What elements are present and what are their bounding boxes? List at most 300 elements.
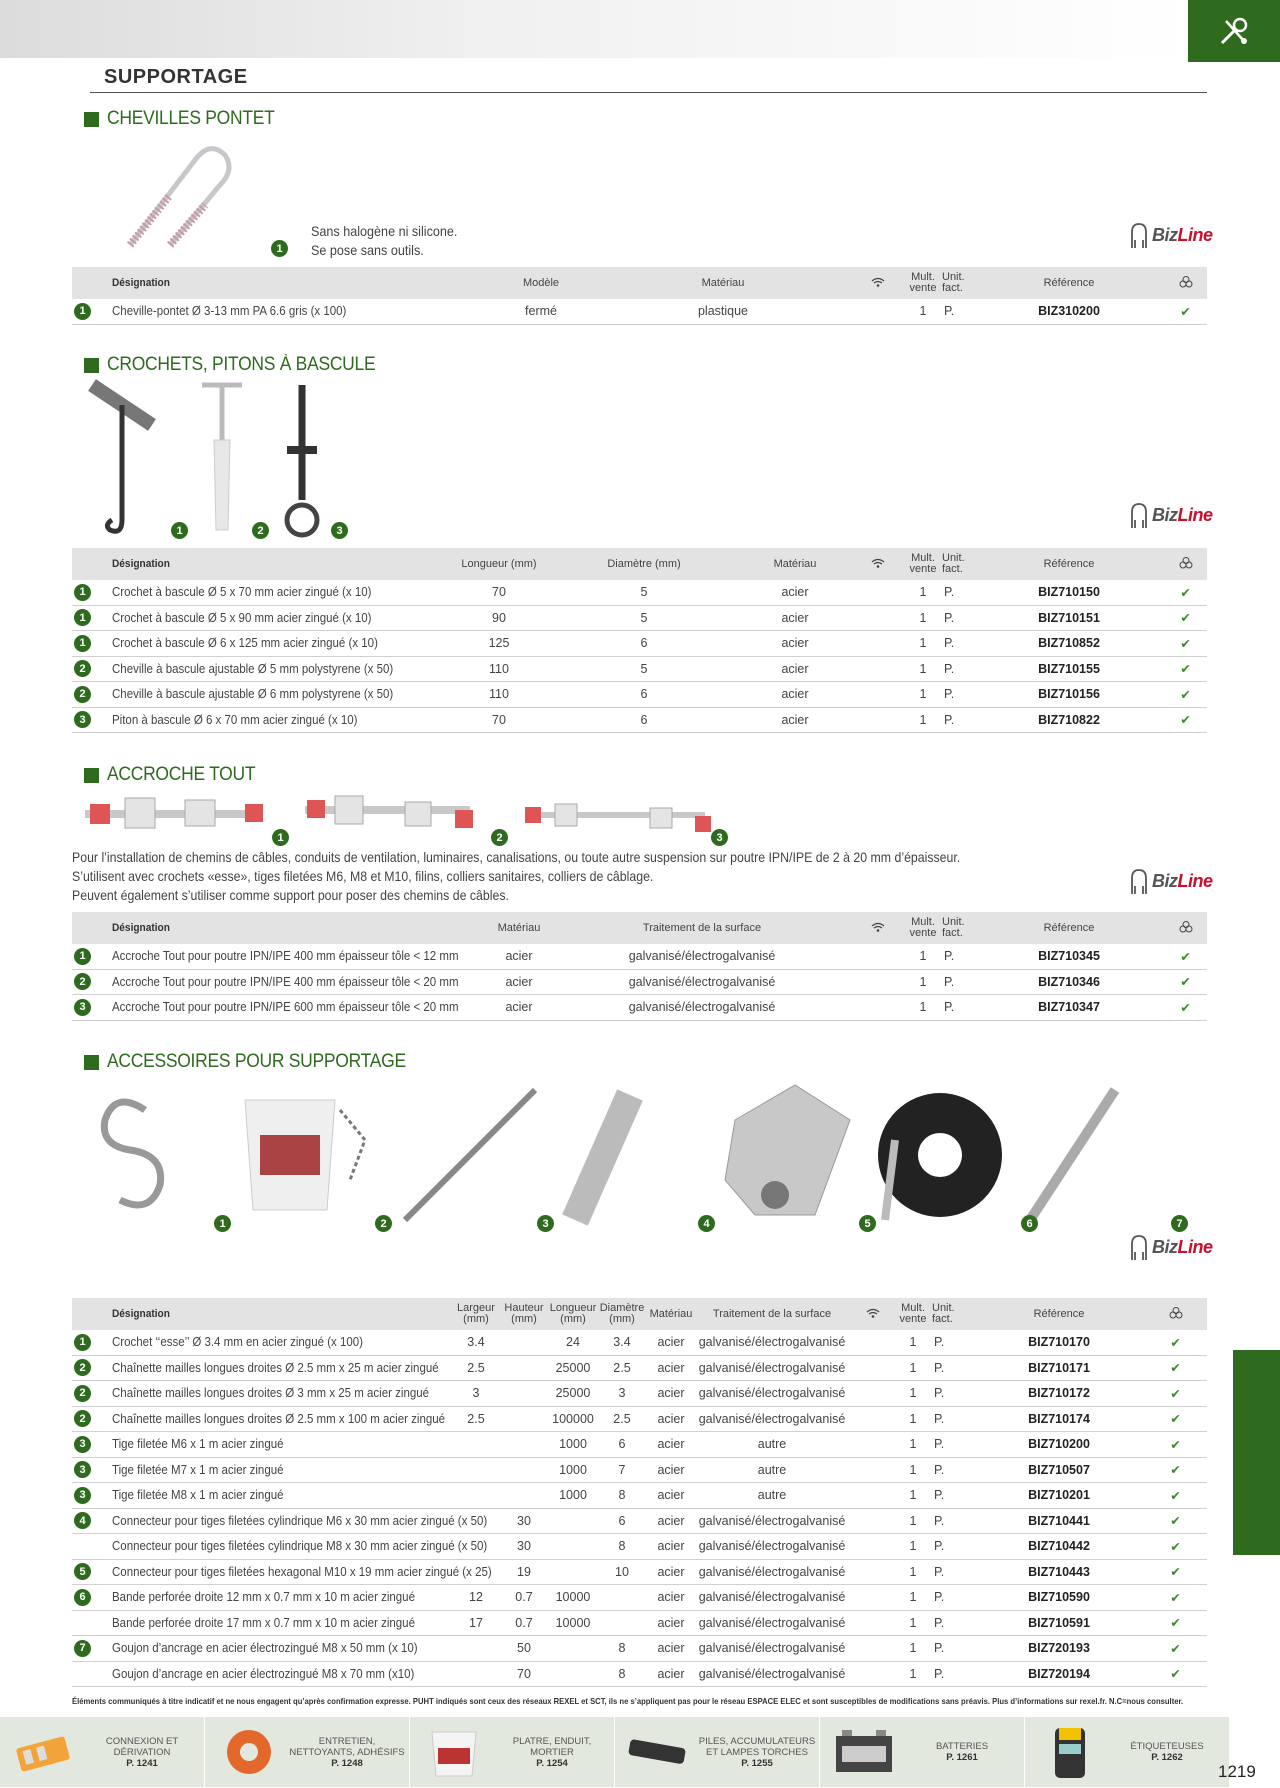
- table-accroche: [72, 912, 1207, 1021]
- table-cell: Goujon d’ancrage en acier électrozingué M8 x 50 mm (x 10): [112, 1641, 418, 1656]
- table-cell: 0.7: [515, 1615, 533, 1630]
- table-cell: ✔: [1170, 1514, 1181, 1529]
- legal-note: Éléments communiqués à titre indicatif et ne nous engagent qu’après confirmation expresse. PUHT indiqués sont ceux des réseaux REXEL et SCT, ils ne s’appliquent pas pour le réseau ESPACE ELEC et sont susceptibles de modifications sans préavis. Plus d’informations sur rexel.fr. N.C=nous consulter.: [72, 1696, 1184, 1706]
- table-cell: Chaînette mailles longues droites Ø 2.5 mm x 25 m acier zingué: [112, 1360, 439, 1375]
- table-cell: 2.5: [467, 1360, 485, 1375]
- table-cell: 1: [919, 687, 927, 702]
- table-cell: 1: [909, 1360, 917, 1375]
- table-cell: acier: [657, 1666, 685, 1681]
- table-row[interactable]: [72, 1381, 1207, 1407]
- column-header: Référence: [1043, 277, 1095, 289]
- table-cell: 5: [640, 661, 648, 676]
- column-header: Désignation: [112, 558, 170, 570]
- table-cell: 30: [517, 1513, 531, 1528]
- table-cell: ✔: [1180, 687, 1191, 702]
- table-cell: 125: [488, 636, 510, 651]
- table-cell: P.: [944, 687, 955, 702]
- table-cell: galvanisé/électrogalvanisé: [698, 1335, 846, 1350]
- image-label: 1: [271, 240, 288, 257]
- table-cell: [72, 1359, 112, 1376]
- table-cell: Crochet à bascule Ø 5 x 70 mm acier zingué (x 10): [112, 585, 372, 600]
- table-cell: [72, 1436, 112, 1453]
- table-cell: 1: [919, 949, 927, 964]
- table-cell: Accroche Tout pour poutre IPN/IPE 400 mm épaisseur tôle < 12 mm: [112, 949, 459, 964]
- table-cell: galvanisé/électrogalvanisé: [698, 1360, 846, 1375]
- column-header: Mult. vente: [909, 271, 937, 294]
- table-row[interactable]: [72, 1330, 1207, 1356]
- table-cell: BIZ710591: [1028, 1615, 1090, 1630]
- table-cell: ✔: [1170, 1335, 1181, 1350]
- table-row[interactable]: [72, 1636, 1207, 1662]
- table-cell: P.: [934, 1437, 945, 1452]
- table-row[interactable]: [72, 1432, 1207, 1458]
- table-cell: BIZ720193: [1028, 1641, 1090, 1656]
- table-cell: Crochet ‘‘esse’’ Ø 3.4 mm en acier zingué (x 100): [112, 1335, 363, 1350]
- bizline-logo: BizLine: [1128, 1232, 1213, 1262]
- table-cell: [72, 584, 112, 601]
- table-row[interactable]: [72, 1509, 1207, 1535]
- table-row[interactable]: [72, 970, 1207, 996]
- table-cell: 1: [909, 1411, 917, 1426]
- table-cell: 8: [618, 1641, 626, 1656]
- table-cell: acier: [505, 1000, 533, 1015]
- table-cell: 2.5: [467, 1411, 485, 1426]
- table-cell: Bande perforée droite 12 mm x 0.7 mm x 10 m acier zingué: [112, 1590, 415, 1605]
- bizline-logo: BizLine: [1128, 866, 1213, 896]
- table-cell: Bande perforée droite 17 mm x 0.7 mm x 10 m acier zingué: [112, 1615, 415, 1630]
- table-cell: BIZ710201: [1028, 1488, 1090, 1503]
- table-cell: galvanisé/électrogalvanisé: [698, 1590, 846, 1605]
- table-cell: 1: [909, 1513, 917, 1528]
- table-cell: P.: [944, 610, 955, 625]
- table-row[interactable]: [72, 944, 1207, 970]
- table-cell: BIZ710442: [1028, 1539, 1090, 1554]
- table-cell: autre: [757, 1488, 787, 1503]
- table-cell: BIZ710345: [1038, 949, 1100, 964]
- table-cell: ✔: [1170, 1641, 1181, 1656]
- stock-icon: [1164, 276, 1207, 291]
- table-row[interactable]: [72, 1662, 1207, 1688]
- table-cell: Connecteur pour tiges filetées cylindrique M6 x 30 mm acier zingué (x 50): [112, 1513, 488, 1528]
- table-cell: 10: [615, 1564, 629, 1579]
- table-cell: Cheville à bascule ajustable Ø 5 mm polystyrene (x 50): [112, 661, 394, 676]
- battery-icon: [828, 1724, 900, 1780]
- table-cell: ✔: [1170, 1361, 1181, 1376]
- bizline-mascot-icon: [1128, 866, 1150, 896]
- table-cell: 2.5: [613, 1360, 631, 1375]
- column-header: Longueur (mm): [461, 558, 537, 570]
- table-cell: ✔: [1180, 713, 1191, 728]
- table-row[interactable]: [72, 708, 1207, 734]
- section-title-accessoires: ACCESSOIRES POUR SUPPORTAGE: [84, 1051, 432, 1073]
- table-cell: Piton à bascule Ø 6 x 70 mm acier zingué (x 10): [112, 712, 358, 727]
- table-cell: Goujon d’ancrage en acier électrozingué M8 x 70 mm (x10): [112, 1666, 415, 1681]
- column-header: Traitement de la surface: [642, 922, 762, 934]
- table-cell: 6: [618, 1437, 626, 1452]
- table-cell: [72, 635, 112, 652]
- table-cell: 1: [909, 1462, 917, 1477]
- table-cell: P.: [944, 304, 955, 319]
- column-header: Modèle: [522, 277, 560, 289]
- table-cell: BIZ710822: [1038, 712, 1100, 727]
- table-cell: P.: [934, 1590, 945, 1605]
- table-cell: P.: [934, 1335, 945, 1350]
- table-cell: P.: [934, 1539, 945, 1554]
- table-cell: ✔: [1170, 1667, 1181, 1682]
- top-gradient-band: [0, 0, 1190, 58]
- table-cell: [72, 1487, 112, 1504]
- table-cell: P.: [944, 712, 955, 727]
- image-label: 6: [1021, 1215, 1038, 1232]
- table-cell: ✔: [1180, 585, 1191, 600]
- table-cell: P.: [934, 1411, 945, 1426]
- image-label: 4: [698, 1215, 715, 1232]
- table-cell: acier: [657, 1615, 685, 1630]
- column-header: Désignation: [112, 1308, 170, 1320]
- table-cell: Cheville-pontet Ø 3-13 mm PA 6.6 gris (x 100): [112, 304, 347, 319]
- table-cell: 12: [469, 1590, 483, 1605]
- table-row[interactable]: [72, 1407, 1207, 1433]
- table-cell: acier: [657, 1335, 685, 1350]
- table-cell: 8: [618, 1488, 626, 1503]
- table-cell: Chaînette mailles longues droites Ø 3 mm x 25 m acier zingué: [112, 1386, 430, 1401]
- row-number: 1: [74, 1334, 91, 1351]
- bizline-mascot-icon: [1128, 1232, 1150, 1262]
- table-cell: Tige filetée M8 x 1 m acier zingué: [112, 1488, 284, 1503]
- table-cell: autre: [757, 1437, 787, 1452]
- column-header: Diamètre (mm): [607, 558, 681, 570]
- accroche-description: Pour l’installation de chemins de câbles, conduits de ventilation, luminaires, canalisations, ou toute autre suspension sur poutre IPN/IPE de 2 à 20 mm d’épaisseur. S’utilisent avec crochets «esse», tiges filetées M6, M8 et M10, filins, colliers sanitaires, colliers de câblage. Peuvent également s’utiliser comme support pour poser des chemins de câbles.: [72, 849, 961, 903]
- wifi-icon: [848, 1308, 898, 1321]
- table-cell: fermé: [525, 304, 557, 319]
- column-header: Matériau: [701, 277, 745, 289]
- table-cell: BIZ710170: [1028, 1335, 1090, 1350]
- footer-nav: [0, 1717, 1230, 1787]
- table-cell: Tige filetée M6 x 1 m acier zingué: [112, 1437, 284, 1452]
- column-header: Désignation: [112, 277, 170, 289]
- table-cell: P.: [934, 1615, 945, 1630]
- table-cell: galvanisé/électrogalvanisé: [698, 1513, 846, 1528]
- table-cell: P.: [934, 1513, 945, 1528]
- table-cell: galvanisé/électrogalvanisé: [628, 1000, 776, 1015]
- table-cell: 25000: [555, 1360, 591, 1375]
- table-cell: 1: [909, 1488, 917, 1503]
- column-header: Matériau: [773, 558, 817, 570]
- table-cell: galvanisé/électrogalvanisé: [698, 1666, 846, 1681]
- footer-link-batteries[interactable]: BATTERIES P. 1261: [820, 1717, 1025, 1787]
- table-cell: Crochet à bascule Ø 5 x 90 mm acier zingué (x 10): [112, 610, 372, 625]
- footer-link-etiqueteuses[interactable]: ÉTIQUETEUSES P. 1262: [1025, 1717, 1230, 1787]
- table-cell: 1: [919, 712, 927, 727]
- table-cell: [72, 660, 112, 677]
- row-number: 2: [74, 1385, 91, 1402]
- table-cell: P.: [934, 1386, 945, 1401]
- table-cell: ✔: [1170, 1539, 1181, 1554]
- table-cell: BIZ710155: [1038, 661, 1100, 676]
- table-cell: galvanisé/électrogalvanisé: [698, 1386, 846, 1401]
- table-cell: P.: [944, 661, 955, 676]
- table-cell: 2.5: [613, 1411, 631, 1426]
- table-cell: ✔: [1180, 1000, 1191, 1015]
- table-cell: [72, 1334, 112, 1351]
- table-cell: acier: [657, 1411, 685, 1426]
- table-cell: acier: [657, 1488, 685, 1503]
- table-cell: ✔: [1170, 1412, 1181, 1427]
- table-cell: 70: [492, 712, 506, 727]
- section-title-crochets: CROCHETS, PITONS À BASCULE: [84, 354, 399, 376]
- row-number: 3: [74, 1487, 91, 1504]
- row-number: 3: [74, 999, 91, 1016]
- table-cell: ✔: [1180, 636, 1191, 651]
- table-cell: 1: [919, 974, 927, 989]
- column-header: Référence: [1033, 1308, 1085, 1320]
- table-cell: ✔: [1180, 662, 1191, 677]
- table-cell: 1: [72, 303, 112, 320]
- table-row[interactable]: [72, 1483, 1207, 1509]
- table-cell: 50: [517, 1641, 531, 1656]
- column-header: Longueur (mm): [549, 1302, 597, 1325]
- table-cell: [72, 1461, 112, 1478]
- table-cell: [72, 1640, 112, 1657]
- table-cell: 1: [909, 1615, 917, 1630]
- table-cell: P.: [944, 585, 955, 600]
- table-cell: [72, 1385, 112, 1402]
- table-cell: 8: [618, 1666, 626, 1681]
- table-cell: ✔: [1180, 304, 1191, 319]
- table-cell: BIZ710507: [1028, 1462, 1090, 1477]
- table-row[interactable]: [72, 580, 1207, 606]
- row-number: 1: [74, 948, 91, 965]
- table-cell: P.: [934, 1564, 945, 1579]
- table-header: [72, 267, 1207, 299]
- table-cell: acier: [505, 974, 533, 989]
- table-cell: P.: [944, 1000, 955, 1015]
- table-cell: 1000: [559, 1437, 587, 1452]
- table-row[interactable]: [72, 1356, 1207, 1382]
- table-cell: 10000: [555, 1590, 591, 1605]
- row-number: 2: [74, 686, 91, 703]
- table-cell: plastique: [697, 304, 749, 319]
- table-cell: 110: [489, 687, 509, 702]
- table-cell: 7: [618, 1462, 626, 1477]
- table-cell: 5: [640, 610, 648, 625]
- image-label: 1: [171, 522, 188, 539]
- table-cell: 6: [640, 687, 648, 702]
- image-label: 3: [711, 829, 728, 846]
- table-cell: ✔: [1170, 1386, 1181, 1401]
- table-cell: ✔: [1170, 1463, 1181, 1478]
- table-cell: P.: [934, 1641, 945, 1656]
- accessoires-image: [95, 1080, 1185, 1230]
- category-badge[interactable]: [1188, 0, 1280, 62]
- row-number: 7: [74, 1640, 91, 1657]
- page-title: SUPPORTAGE: [104, 66, 248, 88]
- table-cell: 1: [919, 304, 927, 319]
- table-cell: [72, 686, 112, 703]
- row-number: 6: [74, 1589, 91, 1606]
- table-row[interactable]: [72, 606, 1207, 632]
- table-row[interactable]: [72, 1611, 1207, 1637]
- table-cell: 24: [566, 1335, 580, 1350]
- table-cell: acier: [657, 1386, 685, 1401]
- column-header: Traitement de la surface: [712, 1308, 832, 1320]
- table-cell: BIZ710347: [1038, 1000, 1100, 1015]
- table-cell: [72, 1589, 112, 1606]
- table-cell: [72, 711, 112, 728]
- table-cell: BIZ710346: [1038, 974, 1100, 989]
- footer-link-piles[interactable]: PILES, ACCUMULATEURS ET LAMPES TORCHES P. 1255: [615, 1717, 820, 1787]
- side-tab: [1233, 1350, 1280, 1555]
- table-cell: 3.4: [613, 1335, 631, 1350]
- table-row[interactable]: [72, 631, 1207, 657]
- image-label: 5: [859, 1215, 876, 1232]
- table-cell: acier: [657, 1641, 685, 1656]
- table-cell: ✔: [1180, 949, 1191, 964]
- table-chevilles: [72, 267, 1207, 325]
- table-row[interactable]: [72, 995, 1207, 1021]
- table-cell: BIZ710200: [1028, 1437, 1090, 1452]
- wifi-icon: [848, 558, 908, 571]
- table-cell: acier: [657, 1462, 685, 1477]
- table-cell: 0.7: [515, 1590, 533, 1605]
- column-header: Mult. vente: [899, 1302, 927, 1325]
- features-text: Sans halogène ni silicone. Se pose sans outils.: [311, 223, 458, 258]
- table-cell: [72, 1563, 112, 1580]
- table-cell: P.: [934, 1666, 945, 1681]
- table-cell: P.: [934, 1488, 945, 1503]
- table-cell: Crochet à bascule Ø 6 x 125 mm acier zingué (x 10): [112, 636, 378, 651]
- table-cell: BIZ710171: [1028, 1360, 1090, 1375]
- table-cell: ✔: [1170, 1565, 1181, 1580]
- bucket-icon: [418, 1724, 490, 1780]
- table-row[interactable]: [72, 1585, 1207, 1611]
- image-label: 1: [214, 1215, 231, 1232]
- table-cell: 1: [919, 1000, 927, 1015]
- table-cell: 1: [909, 1386, 917, 1401]
- table-cell: 1: [919, 585, 927, 600]
- table-cell: acier: [781, 610, 809, 625]
- table-cell: BIZ710174: [1028, 1411, 1090, 1426]
- footer-link-connexion[interactable]: CONNEXION ET DÉRIVATION P. 1241: [0, 1717, 205, 1787]
- table-cell: 6: [640, 712, 648, 727]
- table-cell: 1: [919, 661, 927, 676]
- row-number: 1: [74, 609, 91, 626]
- label-printer-icon: [1033, 1724, 1105, 1780]
- table-cell: 25000: [555, 1386, 591, 1401]
- table-row[interactable]: [72, 657, 1207, 683]
- table-cell: BIZ710443: [1028, 1564, 1090, 1579]
- table-cell: acier: [781, 687, 809, 702]
- table-cell: BIZ710172: [1028, 1386, 1090, 1401]
- table-cell: 6: [640, 636, 648, 651]
- row-number: 1: [74, 584, 91, 601]
- table-row[interactable]: [72, 1534, 1207, 1560]
- table-cell: galvanisé/électrogalvanisé: [698, 1411, 846, 1426]
- column-header: Largeur (mm): [457, 1302, 495, 1325]
- row-number: 4: [74, 1512, 91, 1529]
- row-number: 5: [74, 1563, 91, 1580]
- table-cell: 3: [618, 1386, 626, 1401]
- table-cell: ✔: [1180, 975, 1191, 990]
- row-number: 3: [74, 1436, 91, 1453]
- row-number: 2: [74, 1359, 91, 1376]
- table-cell: 70: [517, 1666, 531, 1681]
- table-cell: ✔: [1170, 1616, 1181, 1631]
- table-cell: galvanisé/électrogalvanisé: [628, 949, 776, 964]
- table-cell: acier: [781, 636, 809, 651]
- table-cell: 1: [909, 1564, 917, 1579]
- table-cell: acier: [657, 1513, 685, 1528]
- table-cell: acier: [657, 1590, 685, 1605]
- wifi-icon: [848, 277, 908, 290]
- row-number: 2: [74, 660, 91, 677]
- table-row[interactable]: [72, 682, 1207, 708]
- table-cell: galvanisé/électrogalvanisé: [698, 1641, 846, 1656]
- footer-link-entretien[interactable]: ENTRETIEN, NETTOYANTS, ADHÉSIFS P. 1248: [205, 1717, 410, 1787]
- table-cell: BIZ710590: [1028, 1590, 1090, 1605]
- table-cell: P.: [944, 949, 955, 964]
- table-row[interactable]: [72, 299, 1207, 325]
- image-label: 3: [331, 522, 348, 539]
- column-header: Unit. fact.: [932, 1302, 955, 1325]
- table-crochets: [72, 548, 1207, 733]
- section-title-chevilles: CHEVILLES PONTET: [84, 108, 289, 130]
- stock-icon: [1164, 557, 1207, 572]
- table-cell: P.: [944, 974, 955, 989]
- column-header: Référence: [1043, 922, 1095, 934]
- table-cell: acier: [505, 949, 533, 964]
- table-cell: 1: [909, 1539, 917, 1554]
- column-header: Diamètre (mm): [599, 1302, 645, 1325]
- image-label: 7: [1171, 1215, 1188, 1232]
- table-cell: 90: [492, 610, 506, 625]
- table-cell: autre: [757, 1462, 787, 1477]
- table-cell: galvanisé/électrogalvanisé: [698, 1564, 846, 1579]
- row-number: 3: [74, 711, 91, 728]
- table-cell: 110: [489, 661, 509, 676]
- table-row[interactable]: [72, 1458, 1207, 1484]
- footer-link-platre[interactable]: PLATRE, ENDUIT, MORTIER P. 1254: [410, 1717, 615, 1787]
- page-header: [90, 66, 1207, 93]
- row-number: 2: [74, 1410, 91, 1427]
- table-cell: 17: [469, 1615, 483, 1630]
- stock-icon: [1154, 1307, 1197, 1322]
- table-cell: acier: [781, 585, 809, 600]
- table-cell: Connecteur pour tiges filetées cylindrique M8 x 30 mm acier zingué (x 50): [112, 1539, 488, 1554]
- table-cell: Chaînette mailles longues droites Ø 2.5 mm x 100 m acier zingué: [112, 1411, 446, 1426]
- tools-icon: [1216, 13, 1252, 49]
- column-header: Unit. fact.: [942, 271, 965, 294]
- column-header: Mult. vente: [909, 916, 937, 939]
- table-cell: 19: [517, 1564, 531, 1579]
- table-header: [72, 1298, 1207, 1330]
- tape-icon: [213, 1724, 285, 1780]
- table-cell: BIZ310200: [1038, 304, 1100, 319]
- table-cell: galvanisé/électrogalvanisé: [698, 1539, 846, 1554]
- table-cell: Tige filetée M7 x 1 m acier zingué: [112, 1462, 284, 1477]
- table-cell: 6: [618, 1513, 626, 1528]
- accroche-tout-image: [85, 792, 735, 837]
- table-cell: BIZ710151: [1038, 610, 1100, 625]
- table-cell: acier: [657, 1564, 685, 1579]
- table-row[interactable]: [72, 1560, 1207, 1586]
- column-header: Unit. fact.: [942, 552, 965, 575]
- table-cell: 1: [909, 1335, 917, 1350]
- bizline-logo: BizLine: [1128, 500, 1213, 530]
- stock-icon: [1164, 921, 1207, 936]
- table-cell: [72, 609, 112, 626]
- row-number: 2: [74, 973, 91, 990]
